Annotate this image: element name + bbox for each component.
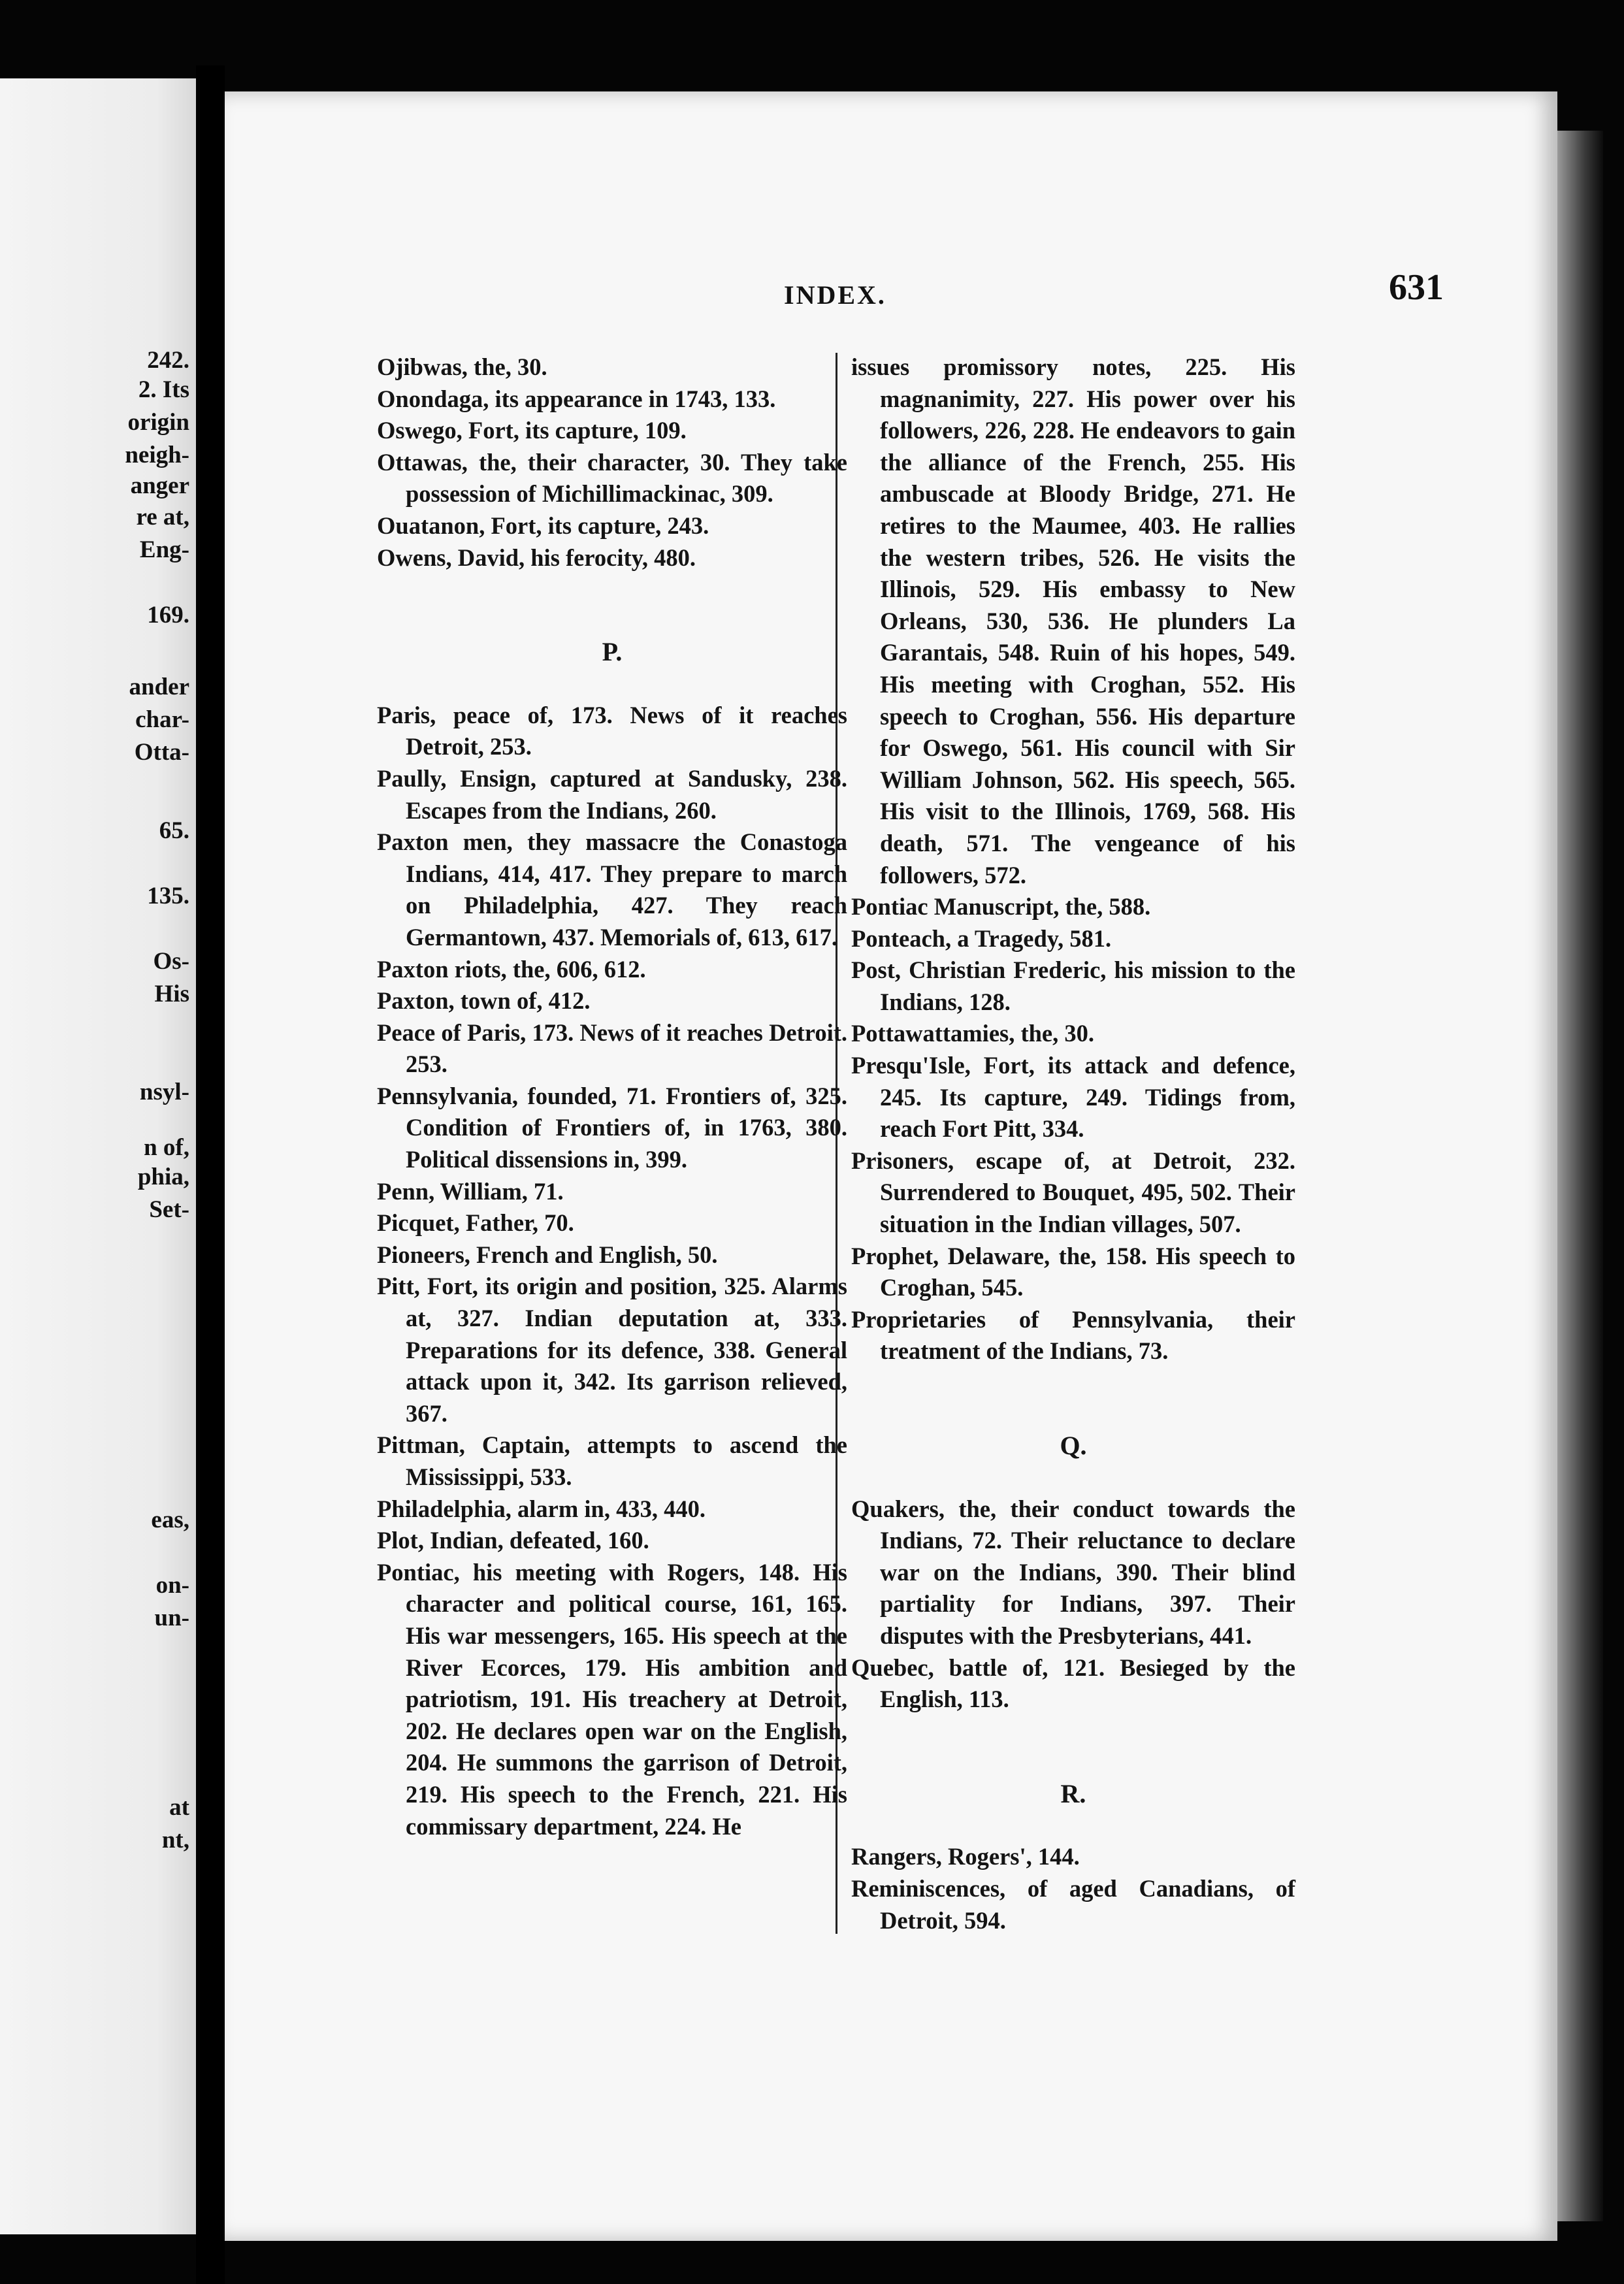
entries-q: [851, 1493, 1295, 1716]
entries-p: [377, 700, 847, 1842]
index-entry: Oswego, Fort, its capture, 109.: [377, 417, 687, 444]
index-entry: issues promissory notes, 225. His magnanimity, 227. His power over his followers, 226, 228. He endeavors to gain the alliance of the French, 255. His ambuscade at Bloody Bridge, 271. He retires to the Maumee, 403. He rallies the western tribes, 526. He visits the Illinois, 529. His embassy to New Orleans, 530, 536. He plunders La Garantais, 548. Ruin of his hopes, 549. His meeting with Croghan, 552. His speech to Croghan, 556. His departure for Oswego, 561. His council with Sir William Johnson, 562. His speech, 565. His visit to the Illinois, 1769, 568. His death, 571. The vengeance of his followers, 572.: [851, 353, 1295, 889]
index-entry: Presqu'Isle, Fort, its attack and defence, 245. Its capture, 249. Tidings from, reach Fort Pitt, 334.: [851, 1052, 1295, 1143]
index-entry: Penn, William, 71.: [377, 1177, 564, 1205]
facing-page-fragment: ander: [129, 674, 189, 700]
facing-page-fragment: 135.: [147, 883, 189, 909]
facing-page-fragment: His: [154, 981, 189, 1007]
page-number: 631: [1389, 267, 1444, 308]
index-entry: Pittman, Captain, attempts to ascend the Mississippi, 533.: [377, 1431, 847, 1490]
entries-r: [851, 1841, 1295, 1936]
index-entry: Paxton men, they massacre the Conastoga Indians, 414, 417. They prepare to march on Philadelphia, 427. They reach Germantown, 437. Memorials of, 613, 617.: [377, 828, 847, 951]
index-entry: Pennsylvania, founded, 71. Frontiers of, 325. Condition of Frontiers of, in 1763, 380. Political dissensions in, 399.: [377, 1082, 847, 1173]
facing-page-fragment: nt,: [161, 1827, 189, 1853]
index-entry: Onondaga, its appearance in 1743, 133.: [377, 385, 776, 412]
index-entry: Plot, Indian, defeated, 160.: [377, 1527, 649, 1554]
index-entry: Owens, David, his ferocity, 480.: [377, 544, 696, 571]
index-entry: Pioneers, French and English, 50.: [377, 1241, 718, 1268]
index-entry: Picquet, Father, 70.: [377, 1209, 574, 1237]
index-entry: Quebec, battle of, 121. Besieged by the English, 113.: [851, 1654, 1295, 1713]
letter-heading-r: R.: [1060, 1778, 1086, 1808]
letter-heading-p: P.: [602, 637, 623, 667]
index-entry: Quakers, the, their conduct towards the Indians, 72. Their reluctance to declare war on the Indians, 390. Their blind partiality for Indians, 397. Their disputes with the Presbyterians, 441.: [851, 1495, 1295, 1649]
running-head: [784, 267, 1444, 314]
index-entry: Pontiac Manuscript, the, 588.: [851, 893, 1151, 921]
index-entry: Ottawas, the, their character, 30. They take possession of Michillimackinac, 309.: [377, 448, 847, 508]
letter-heading-q: Q.: [1060, 1431, 1087, 1460]
index-entry: Paxton, town of, 412.: [377, 987, 591, 1015]
running-head-title: INDEX.: [784, 280, 886, 310]
facing-page-fragment: Os-: [153, 948, 189, 975]
entries-o: [377, 351, 847, 574]
index-entry: Philadelphia, alarm in, 433, 440.: [377, 1495, 706, 1522]
entries-p-continued: [851, 351, 1295, 1367]
facing-page-fragment: on-: [155, 1572, 189, 1599]
index-entry: Pitt, Fort, its origin and position, 325. Alarms at, 327. Indian deputation at, 333. Preparations for its defence, 338. General attack upon it, 342. Its garrison relieved, 367.: [377, 1273, 847, 1427]
index-column-right: [851, 351, 1295, 1936]
index-entry: Proprietaries of Pennsylvania, their treatment of the Indians, 73.: [851, 1305, 1295, 1365]
index-entry: Paxton riots, the, 606, 612.: [377, 955, 646, 983]
facing-page-fragment: char-: [135, 706, 189, 733]
facing-page-fragment: un-: [154, 1605, 189, 1631]
index-entry: Prisoners, escape of, at Detroit, 232. Surrendered to Bouquet, 495, 502. Their situation in the Indian villages, 507.: [851, 1147, 1295, 1238]
facing-page-fragment: nsyl-: [139, 1079, 189, 1105]
facing-page-edge: [0, 78, 196, 2234]
index-entry: Prophet, Delaware, the, 158. His speech to Croghan, 545.: [851, 1242, 1295, 1301]
index-entry: Reminiscences, of aged Canadians, of Detroit, 594.: [851, 1874, 1295, 1934]
facing-page-fragment: 2. Its: [138, 376, 189, 403]
facing-page-fragment: re at,: [136, 504, 189, 530]
book-gutter: [196, 65, 225, 2284]
index-entry: Post, Christian Frederic, his mission to the Indians, 128.: [851, 956, 1295, 1015]
index-entry: Paully, Ensign, captured at Sandusky, 238. Escapes from the Indians, 260.: [377, 764, 847, 824]
facing-page-fragment: origin: [127, 409, 189, 436]
index-entry: Ouatanon, Fort, its capture, 243.: [377, 512, 709, 539]
facing-page-fragment: phia,: [137, 1164, 189, 1190]
index-entry: Peace of Paris, 173. News of it reaches Detroit. 253.: [377, 1019, 847, 1078]
facing-page-fragment: anger: [130, 472, 189, 499]
index-entry: Ponteach, a Tragedy, 581.: [851, 924, 1112, 952]
facing-page-fragment: at: [169, 1794, 189, 1821]
index-entry: Pontiac, his meeting with Rogers, 148. His character and political course, 161, 165. His war messengers, 165. His speech at the River Ecorces, 179. His ambition and patriotism, 191. His treachery at Detroit, 202. He declares open war on the English, 204. He summons the garrison of Detroit, 219. His speech to the French, 221. His commissary department, 224. He: [377, 1558, 847, 1840]
facing-page-fragment: neigh-: [125, 442, 189, 468]
page-edge-shadow: [1557, 131, 1603, 2221]
index-entry: Paris, peace of, 173. News of it reaches Detroit, 253.: [377, 701, 847, 760]
facing-page-fragment: Otta-: [134, 739, 189, 766]
index-entry: Ojibwas, the, 30.: [377, 353, 547, 380]
facing-page-fragment: 169.: [147, 602, 189, 628]
index-column-left: [377, 351, 847, 1842]
facing-page-fragment: Set-: [149, 1196, 189, 1223]
facing-page-fragment: eas,: [151, 1507, 189, 1533]
index-entry: Rangers, Rogers', 144.: [851, 1843, 1080, 1870]
facing-page-fragment: 65.: [159, 817, 189, 844]
index-entry: Pottawattamies, the, 30.: [851, 1020, 1095, 1047]
facing-page-fragment: n of,: [144, 1134, 189, 1161]
facing-page-fragment: Eng-: [139, 536, 189, 563]
facing-page-fragment: 242.: [147, 347, 189, 374]
